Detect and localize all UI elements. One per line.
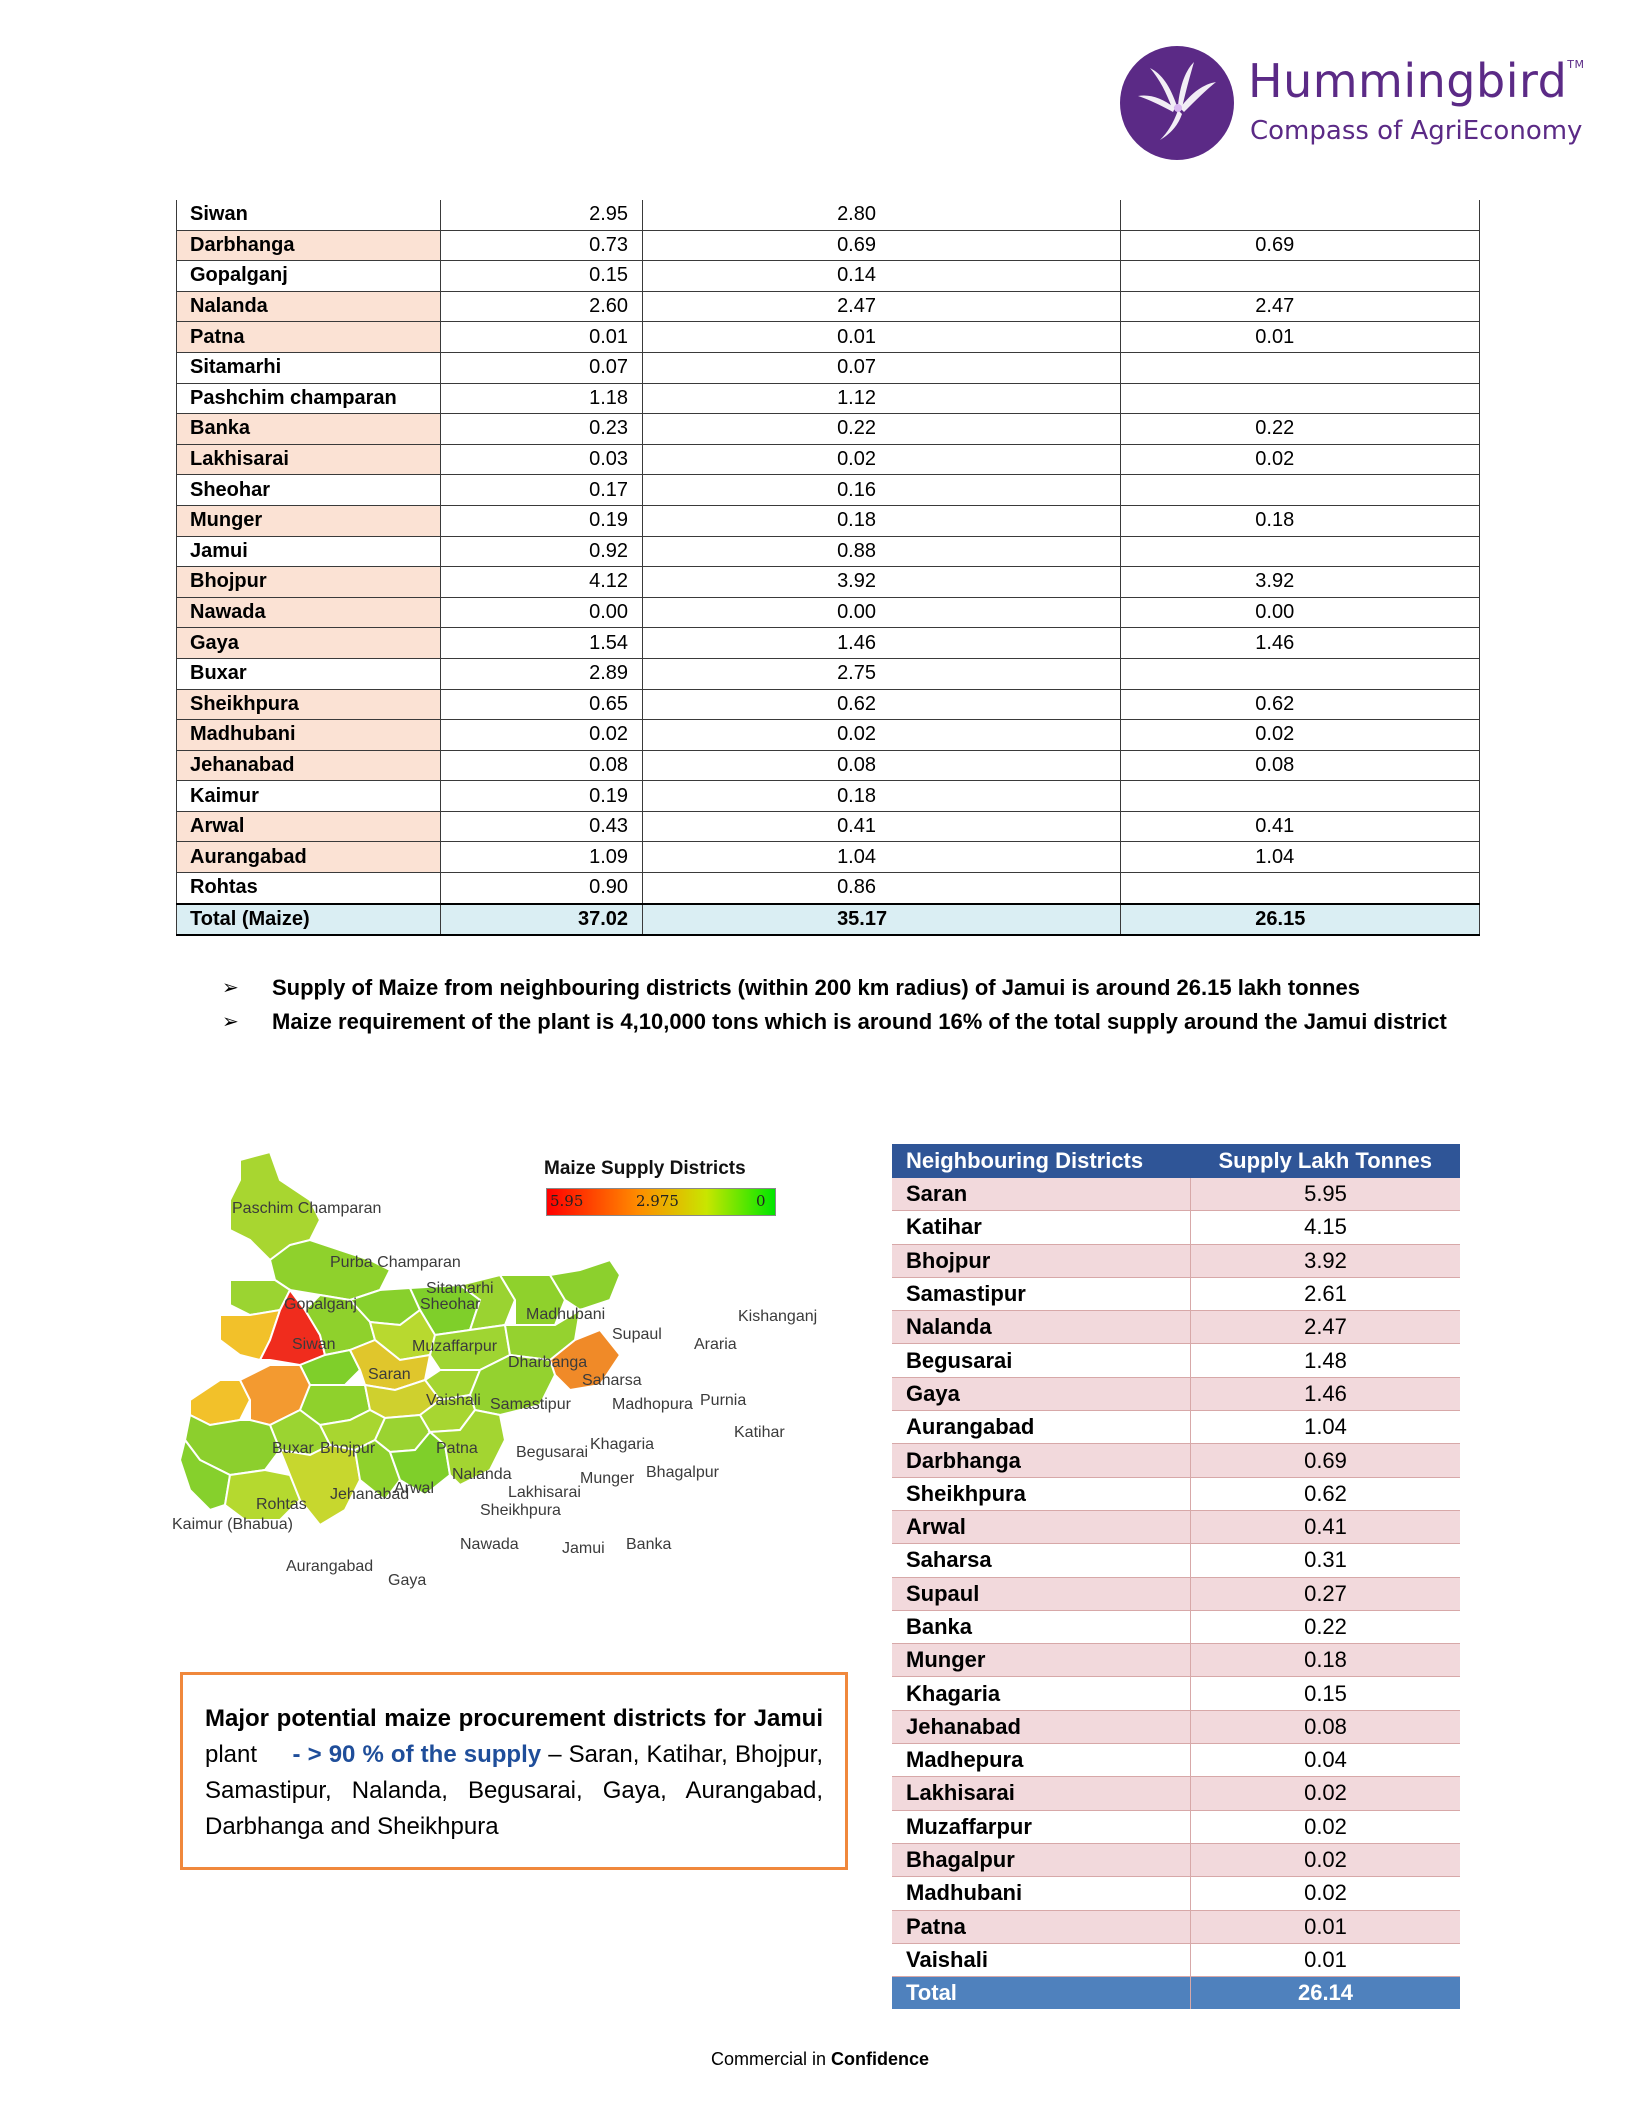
map-label: Gopalganj xyxy=(284,1296,357,1313)
district-name-cell: Patna xyxy=(892,1910,1191,1943)
table-row xyxy=(177,781,1480,812)
table-cell: Kaimur xyxy=(177,781,441,812)
table-cell: 4.12 xyxy=(441,567,643,598)
table-row xyxy=(177,200,1480,230)
map-label: Sheohar xyxy=(420,1296,481,1313)
table-cell: 35.17 xyxy=(643,904,1121,936)
map-label: Kaimur (Bhabua) xyxy=(172,1516,293,1533)
table-cell: 0.15 xyxy=(441,261,643,292)
table-cell: 0.62 xyxy=(643,689,1121,720)
table-cell: Buxar xyxy=(177,658,441,689)
map-label: Banka xyxy=(626,1536,672,1553)
table-cell: 0.14 xyxy=(643,261,1121,292)
table-cell: 0.41 xyxy=(1121,811,1480,842)
map-label: Jehanabad xyxy=(330,1486,410,1503)
supply-value-cell: 0.41 xyxy=(1191,1510,1461,1543)
total-value-cell: 26.14 xyxy=(1191,1977,1461,2010)
table-cell: 0.16 xyxy=(643,475,1121,506)
table-row xyxy=(177,230,1480,261)
table-cell: 0.01 xyxy=(441,322,643,353)
map-label: Samastipur xyxy=(490,1396,571,1413)
supply-value-cell: 3.92 xyxy=(1191,1244,1461,1277)
supply-value-cell: 1.48 xyxy=(1191,1344,1461,1377)
map-label: Siwan xyxy=(292,1336,336,1353)
table-cell: 0.73 xyxy=(441,230,643,261)
table-row xyxy=(892,1577,1460,1610)
map-label: Jamui xyxy=(562,1540,605,1557)
table-cell: 0.01 xyxy=(643,322,1121,353)
table-cell: 1.46 xyxy=(643,628,1121,659)
map-label: Lakhisarai xyxy=(508,1484,581,1501)
table-cell: 1.12 xyxy=(643,383,1121,414)
table-cell: 37.02 xyxy=(441,904,643,936)
district-name-cell: Vaishali xyxy=(892,1943,1191,1976)
table-row xyxy=(892,1411,1460,1444)
table-cell: 0.00 xyxy=(643,597,1121,628)
table-row xyxy=(177,536,1480,567)
table-cell: 0.08 xyxy=(643,750,1121,781)
table-row xyxy=(177,261,1480,292)
table-cell: 0.02 xyxy=(441,720,643,751)
total-label-cell: Total xyxy=(892,1977,1191,2010)
table-row xyxy=(177,597,1480,628)
supply-value-cell: 5.95 xyxy=(1191,1178,1461,1211)
table-row xyxy=(177,750,1480,781)
table-cell: 0.07 xyxy=(441,352,643,383)
district-maize-table xyxy=(176,200,1480,936)
district-name-cell: Bhojpur xyxy=(892,1244,1191,1277)
table-cell: Jamui xyxy=(177,536,441,567)
map-label: Gaya xyxy=(388,1572,427,1589)
table-row xyxy=(892,1510,1460,1543)
table-cell: 2.47 xyxy=(643,291,1121,322)
table-cell: 0.02 xyxy=(1121,720,1480,751)
table-cell: Bhojpur xyxy=(177,567,441,598)
legend-value-high: 5.95 xyxy=(550,1192,584,1210)
table-cell: 3.92 xyxy=(643,567,1121,598)
district-buxar xyxy=(190,1380,250,1425)
table-row xyxy=(892,1610,1460,1643)
table-cell: 0.23 xyxy=(441,414,643,445)
map-label: Nawada xyxy=(460,1536,519,1553)
map-label: Muzaffarpur xyxy=(412,1338,498,1355)
table-cell: Arwal xyxy=(177,811,441,842)
district-name-cell: Bhagalpur xyxy=(892,1843,1191,1876)
table-cell: 1.04 xyxy=(1121,842,1480,873)
district-name-cell: Arwal xyxy=(892,1510,1191,1543)
map-label: Buxar xyxy=(272,1440,314,1457)
table-cell: Jehanabad xyxy=(177,750,441,781)
table-cell: 0.19 xyxy=(441,505,643,536)
table-row xyxy=(892,1244,1460,1277)
district-name-cell: Nalanda xyxy=(892,1311,1191,1344)
table-cell xyxy=(1121,781,1480,812)
supply-value-cell: 0.15 xyxy=(1191,1677,1461,1710)
map-label: Rohtas xyxy=(256,1496,307,1513)
district-name-cell: Supaul xyxy=(892,1577,1191,1610)
table-row xyxy=(892,1877,1460,1910)
table-row xyxy=(892,1744,1460,1777)
table-cell: 0.69 xyxy=(643,230,1121,261)
bullet-item: ➢ Supply of Maize from neighbouring districts (within 200 km radius) of Jamui is around 26.15 lakh tonnes xyxy=(222,972,1468,1004)
table-cell: Aurangabad xyxy=(177,842,441,873)
table-cell: 0.90 xyxy=(441,873,643,904)
table-row xyxy=(892,1843,1460,1876)
table-row xyxy=(892,1777,1460,1810)
table-row xyxy=(892,1943,1460,1976)
table-total-row xyxy=(892,1977,1460,2010)
table-cell xyxy=(1121,352,1480,383)
map-legend-title: Maize Supply Districts xyxy=(544,1158,746,1179)
map-label: Patna xyxy=(436,1440,478,1457)
table-cell: Nawada xyxy=(177,597,441,628)
table-cell: 3.92 xyxy=(1121,567,1480,598)
table-row xyxy=(177,383,1480,414)
district-name-cell: Samastipur xyxy=(892,1277,1191,1310)
table-cell: 0.41 xyxy=(643,811,1121,842)
table-cell: 0.00 xyxy=(441,597,643,628)
table-cell: 2.89 xyxy=(441,658,643,689)
district-name-cell: Sheikhpura xyxy=(892,1477,1191,1510)
table-cell: 1.46 xyxy=(1121,628,1480,659)
logo-wordmark: Hummingbird™ xyxy=(1248,54,1585,108)
map-label: Bhagalpur xyxy=(646,1464,719,1481)
table-row xyxy=(892,1377,1460,1410)
table-cell: 0.22 xyxy=(643,414,1121,445)
table-cell: 2.47 xyxy=(1121,291,1480,322)
district-name-cell: Muzaffarpur xyxy=(892,1810,1191,1843)
table-cell: Total (Maize) xyxy=(177,904,441,936)
supply-value-cell: 0.01 xyxy=(1191,1910,1461,1943)
table-row xyxy=(892,1277,1460,1310)
district-name-cell: Saharsa xyxy=(892,1544,1191,1577)
table-row xyxy=(177,842,1480,873)
table-cell: Sitamarhi xyxy=(177,352,441,383)
table-row xyxy=(177,291,1480,322)
supply-value-cell: 0.62 xyxy=(1191,1477,1461,1510)
table-cell: 1.04 xyxy=(643,842,1121,873)
map-label: Supaul xyxy=(612,1326,662,1343)
table-cell: 2.75 xyxy=(643,658,1121,689)
supply-value-cell: 0.18 xyxy=(1191,1644,1461,1677)
table-cell: 0.18 xyxy=(643,781,1121,812)
table-row xyxy=(892,1910,1460,1943)
table-row xyxy=(177,811,1480,842)
table-cell: 26.15 xyxy=(1121,904,1480,936)
column-header: Neighbouring Districts xyxy=(892,1144,1191,1178)
table-row xyxy=(892,1444,1460,1477)
map-label: Saharsa xyxy=(582,1372,642,1389)
table-cell: Gaya xyxy=(177,628,441,659)
supply-value-cell: 0.04 xyxy=(1191,1744,1461,1777)
district-name-cell: Khagaria xyxy=(892,1677,1191,1710)
table-cell: 2.95 xyxy=(441,200,643,230)
bihar-maize-map xyxy=(170,1140,840,1640)
table-cell: 0.18 xyxy=(1121,505,1480,536)
table-cell: 0.02 xyxy=(1121,444,1480,475)
table-cell: 1.54 xyxy=(441,628,643,659)
map-label: Kishanganj xyxy=(738,1308,818,1325)
footer-confidentiality: Commercial in Confidence xyxy=(710,2049,930,2069)
table-cell: Madhubani xyxy=(177,720,441,751)
bullet-item: ➢ Maize requirement of the plant is 4,10,000 tons which is around 16% of the total supply around the Jamui district xyxy=(222,1006,1468,1038)
district-name-cell: Banka xyxy=(892,1610,1191,1643)
map-label: Madhopura xyxy=(612,1396,693,1413)
supply-value-cell: 2.61 xyxy=(1191,1277,1461,1310)
table-row xyxy=(892,1477,1460,1510)
table-cell xyxy=(1121,658,1480,689)
arrow-bullet-icon: ➢ xyxy=(222,977,239,999)
table-cell xyxy=(1121,261,1480,292)
table-cell: 0.02 xyxy=(643,444,1121,475)
table-cell: 0.88 xyxy=(643,536,1121,567)
table-cell xyxy=(1121,475,1480,506)
table-row xyxy=(177,628,1480,659)
table-row xyxy=(177,505,1480,536)
table-cell: 0.02 xyxy=(643,720,1121,751)
map-label: Purba Champaran xyxy=(330,1254,461,1271)
table-cell: 2.80 xyxy=(643,200,1121,230)
map-label: Sitamarhi xyxy=(426,1280,494,1297)
table-cell: 1.18 xyxy=(441,383,643,414)
table-row xyxy=(177,658,1480,689)
map-label: Madhubani xyxy=(526,1306,606,1323)
table-cell: Rohtas xyxy=(177,873,441,904)
procurement-callout: Major potential maize procurement districts for Jamui plant - > 90 % of the supply – Saran, Katihar, Bhojpur, Samastipur, Nalanda, Begusarai, Gaya, Aurangabad, Darbhanga and Sheikhpura xyxy=(180,1672,848,1870)
table-row xyxy=(177,567,1480,598)
table-cell: 0.65 xyxy=(441,689,643,720)
supply-value-cell: 0.01 xyxy=(1191,1943,1461,1976)
table-cell: Nalanda xyxy=(177,291,441,322)
table-cell: 0.22 xyxy=(1121,414,1480,445)
supply-value-cell: 0.27 xyxy=(1191,1577,1461,1610)
map-label: Dharbanga xyxy=(508,1354,588,1371)
table-cell: 0.62 xyxy=(1121,689,1480,720)
table-row xyxy=(892,1810,1460,1843)
table-cell: 0.69 xyxy=(1121,230,1480,261)
table-row xyxy=(892,1677,1460,1710)
table-cell: 0.92 xyxy=(441,536,643,567)
map-label: Sheikhpura xyxy=(480,1502,561,1519)
hummingbird-emblem-icon xyxy=(1120,46,1234,160)
legend-value-mid: 2.975 xyxy=(636,1192,679,1210)
map-label: Purnia xyxy=(700,1392,747,1409)
table-cell: Banka xyxy=(177,414,441,445)
table-cell: Sheohar xyxy=(177,475,441,506)
supply-value-cell: 0.02 xyxy=(1191,1877,1461,1910)
table-row xyxy=(892,1178,1460,1211)
table-row xyxy=(177,720,1480,751)
table-cell: 0.07 xyxy=(643,352,1121,383)
supply-value-cell: 0.31 xyxy=(1191,1544,1461,1577)
table-cell: 0.08 xyxy=(441,750,643,781)
map-label: Katihar xyxy=(734,1424,785,1441)
supply-value-cell: 4.15 xyxy=(1191,1211,1461,1244)
table-cell: 0.17 xyxy=(441,475,643,506)
supply-value-cell: 1.04 xyxy=(1191,1411,1461,1444)
district-name-cell: Begusarai xyxy=(892,1344,1191,1377)
supply-value-cell: 0.22 xyxy=(1191,1610,1461,1643)
table-row xyxy=(177,414,1480,445)
table-row xyxy=(892,1311,1460,1344)
table-row xyxy=(892,1211,1460,1244)
table-cell: Darbhanga xyxy=(177,230,441,261)
table-row xyxy=(892,1344,1460,1377)
table-row xyxy=(177,322,1480,353)
hummingbird-logo xyxy=(1120,46,1600,166)
legend-value-low: 0 xyxy=(756,1192,766,1210)
district-name-cell: Madhepura xyxy=(892,1744,1191,1777)
map-label: Araria xyxy=(694,1336,737,1353)
table-cell: Patna xyxy=(177,322,441,353)
logo-tagline: Compass of AgriEconomy xyxy=(1250,116,1583,146)
table-cell: 0.03 xyxy=(441,444,643,475)
district-name-cell: Jehanabad xyxy=(892,1710,1191,1743)
table-cell: 0.08 xyxy=(1121,750,1480,781)
table-cell: Munger xyxy=(177,505,441,536)
table-cell: Lakhisarai xyxy=(177,444,441,475)
supply-value-cell: 0.69 xyxy=(1191,1444,1461,1477)
district-name-cell: Lakhisarai xyxy=(892,1777,1191,1810)
map-label: Nalanda xyxy=(452,1466,512,1483)
table-cell: 0.00 xyxy=(1121,597,1480,628)
table-row xyxy=(177,444,1480,475)
district-name-cell: Gaya xyxy=(892,1377,1191,1410)
table-cell: Sheikhpura xyxy=(177,689,441,720)
table-cell xyxy=(1121,200,1480,230)
district-name-cell: Madhubani xyxy=(892,1877,1191,1910)
summary-bullets xyxy=(222,972,1468,1040)
table-cell: 0.18 xyxy=(643,505,1121,536)
table-cell: 0.86 xyxy=(643,873,1121,904)
map-label: Paschim Champaran xyxy=(232,1200,382,1217)
column-header: Supply Lakh Tonnes xyxy=(1191,1144,1461,1178)
table-cell: 0.43 xyxy=(441,811,643,842)
map-label: Vaishali xyxy=(426,1392,481,1409)
district-name-cell: Aurangabad xyxy=(892,1411,1191,1444)
map-label: Munger xyxy=(580,1470,635,1487)
table-cell: 0.19 xyxy=(441,781,643,812)
map-label: Arwal xyxy=(394,1480,435,1497)
supply-value-cell: 0.02 xyxy=(1191,1843,1461,1876)
map-label: Bhojpur xyxy=(320,1440,376,1457)
map-label: Begusarai xyxy=(516,1444,589,1461)
supply-value-cell: 0.02 xyxy=(1191,1777,1461,1810)
table-cell: Siwan xyxy=(177,200,441,230)
table-row xyxy=(892,1544,1460,1577)
supply-value-cell: 2.47 xyxy=(1191,1311,1461,1344)
table-cell: 0.01 xyxy=(1121,322,1480,353)
table-cell xyxy=(1121,383,1480,414)
table-row xyxy=(177,873,1480,904)
table-row xyxy=(892,1710,1460,1743)
district-name-cell: Munger xyxy=(892,1644,1191,1677)
table-row xyxy=(177,475,1480,506)
table-row xyxy=(177,352,1480,383)
supply-value-cell: 0.08 xyxy=(1191,1710,1461,1743)
supply-value-cell: 0.02 xyxy=(1191,1810,1461,1843)
neighbouring-districts-table xyxy=(892,1144,1460,2009)
supply-value-cell: 1.46 xyxy=(1191,1377,1461,1410)
map-label: Saran xyxy=(368,1366,411,1383)
map-label: Aurangabad xyxy=(286,1558,374,1575)
district-name-cell: Darbhanga xyxy=(892,1444,1191,1477)
arrow-bullet-icon: ➢ xyxy=(222,1011,239,1033)
table-cell: 1.09 xyxy=(441,842,643,873)
table-row xyxy=(177,689,1480,720)
table-cell xyxy=(1121,536,1480,567)
table-row xyxy=(892,1644,1460,1677)
table-cell: Gopalganj xyxy=(177,261,441,292)
table-cell: 2.60 xyxy=(441,291,643,322)
district-name-cell: Katihar xyxy=(892,1211,1191,1244)
map-label: Khagaria xyxy=(590,1436,655,1453)
table-cell: Pashchim champaran xyxy=(177,383,441,414)
table-cell xyxy=(1121,873,1480,904)
district-name-cell: Saran xyxy=(892,1178,1191,1211)
table-total-row xyxy=(177,904,1480,936)
